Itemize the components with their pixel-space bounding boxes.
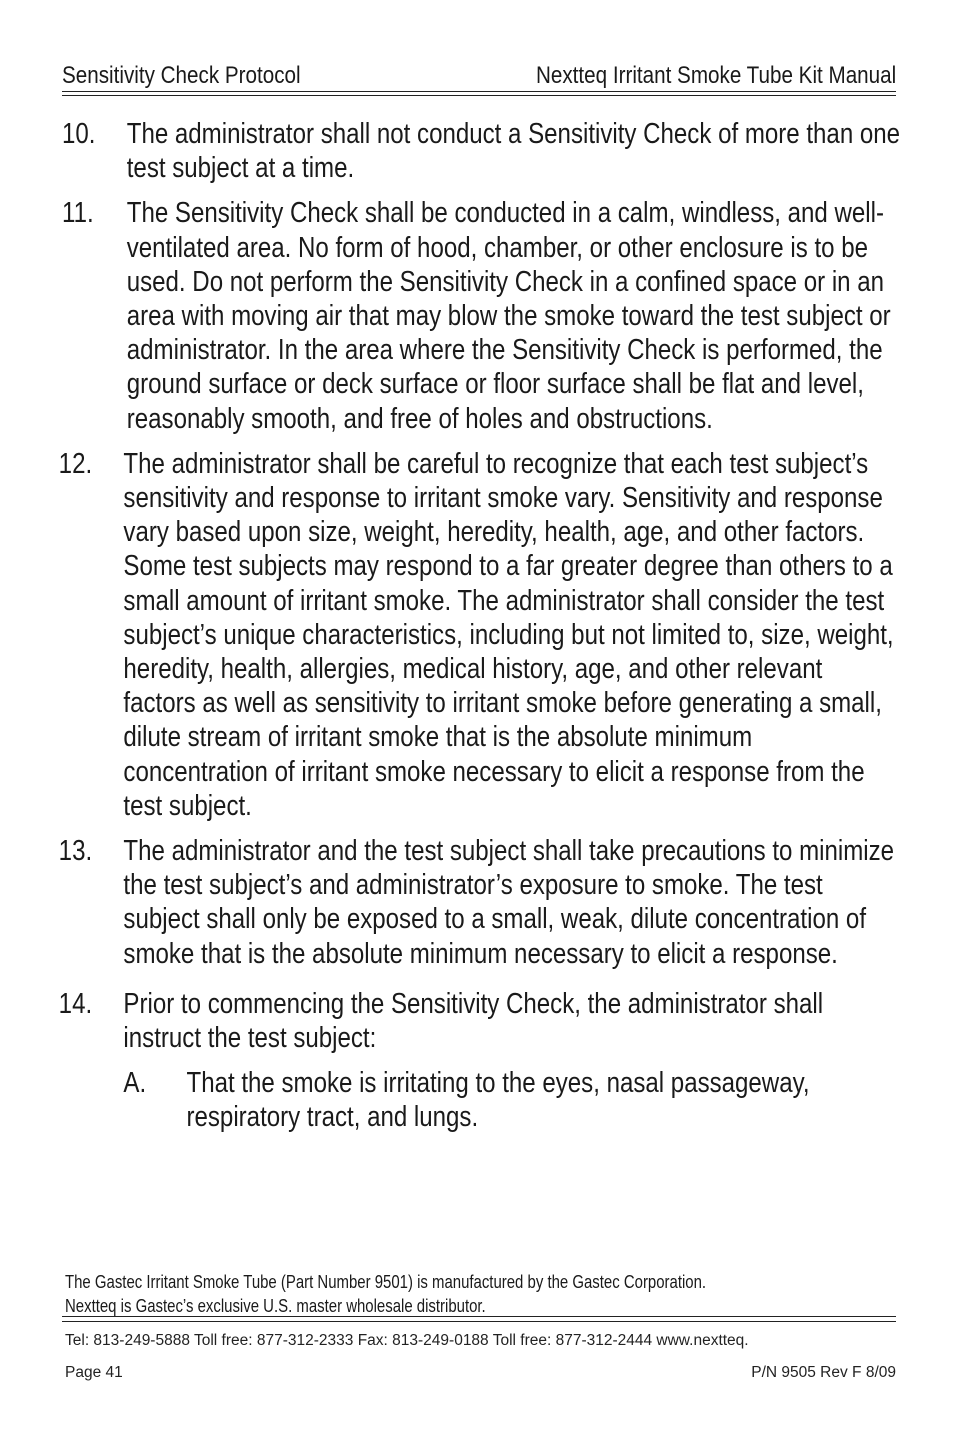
header-rule-top <box>62 91 896 92</box>
item-number: 13. <box>58 835 93 868</box>
item-text: The administrator and the test subject shall take precautions to minimize the test subject’s and administrator’s exposure to smoke. The test subject shall only be exposed to a small, weak, dilute concentration of smoke that is the absolute minimum necessary to elicit a response. <box>123 835 895 970</box>
item-number: 10. <box>62 118 96 150</box>
item-text: The Sensitivity Check shall be conducted in a calm, windless, and well-ventilated area. No form of hood, chamber, or other enclosure is to be used. Do not perform the Sensitivity Check in a confined space or in an area with moving air that may blow the smoke toward the test subject or administrator. In the area where the Sensitivity Check is performed, the ground surface or deck surface or floor surface shall be flat and level, reasonably smooth, and free of holes and obstructions. <box>126 197 891 435</box>
item-number: 14. <box>58 987 93 1020</box>
numbered-list <box>58 117 901 1146</box>
page-header <box>62 56 896 90</box>
item-text: The administrator shall be careful to recognize that each test subject’s sensitivity and response to irritant smoke vary. Sensitivity and response vary based upon size, weight, heredity, health, age, and other factors. Some test subjects may respond to a far greater degree than others to a small amount of irritant smoke. The administrator shall consider the test subject’s unique characteristics, including but not limited to, size, weight, heredity, health, allergies, medical history, age, and other relevant factors as well as sensitivity to irritant smoke before generating a small, dilute stream of irritant smoke that is the absolute minimum concentration of irritant smoke necessary to elicit a response from the test subject. <box>123 447 894 822</box>
footnote-line-1: The Gastec Irritant Smoke Tube (Part Number 9501) is manufactured by the Gastec Corporation. <box>65 1272 707 1292</box>
header-manual-title: Nextteq Irritant Smoke Tube Kit Manual <box>535 62 897 89</box>
footer-rule-bottom <box>62 1321 896 1322</box>
item-text: Prior to commencing the Sensitivity Check, the administrator shall instruct the test subject: <box>123 987 824 1055</box>
sub-item-text: That the smoke is irritating to the eyes, nasal passageway, respiratory tract, and lungs. <box>186 1067 810 1134</box>
page-number: Page 41 <box>65 1364 123 1381</box>
footnote <box>65 1270 903 1318</box>
item-number: 12. <box>58 447 93 480</box>
list-item <box>62 117 900 185</box>
footnote-line-2: Nextteq is Gastec’s exclusive U.S. master wholesale distributor. <box>65 1296 486 1316</box>
list-item <box>59 447 901 823</box>
header-rule-bottom <box>62 95 896 96</box>
item-text: The administrator shall not conduct a Sensitivity Check of more than one test subject at a time. <box>126 118 901 185</box>
sub-list-item <box>123 1066 900 1134</box>
sub-item-letter: A. <box>123 1067 147 1100</box>
part-number: P/N 9505 Rev F 8/09 <box>751 1364 896 1381</box>
footer-rule-top <box>62 1316 896 1317</box>
contact-info: Tel: 813-249-5888 Toll free: 877-312-2333 Fax: 813-249-0188 Toll free: 877-312-2444 www.nextteq. <box>65 1332 749 1349</box>
list-item <box>62 196 900 435</box>
header-section-title: Sensitivity Check Protocol <box>62 62 301 89</box>
list-item <box>59 987 901 1135</box>
list-item <box>59 834 901 971</box>
item-number: 11. <box>62 197 94 230</box>
